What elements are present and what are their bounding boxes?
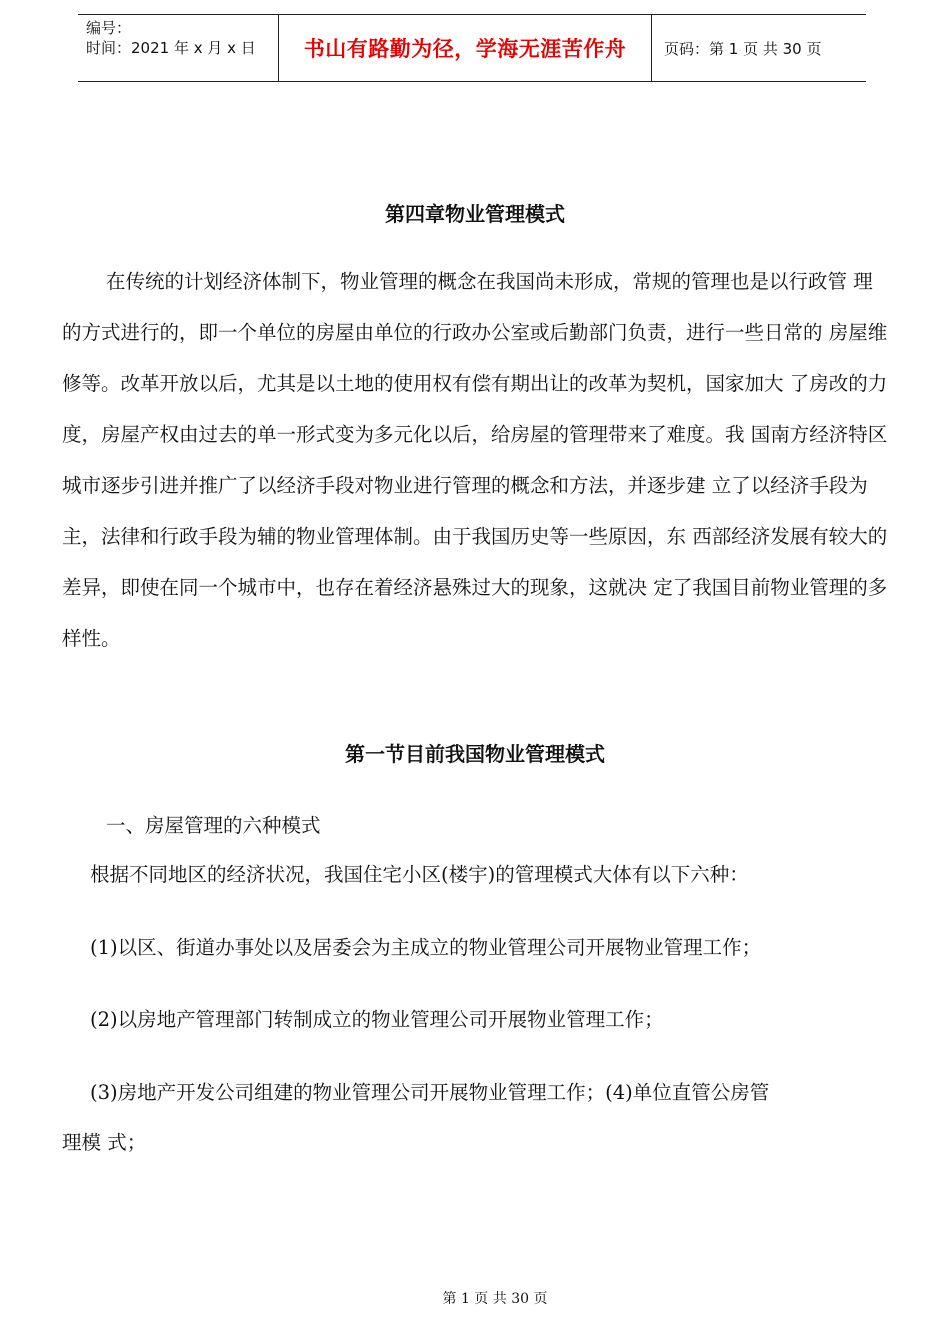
header-page-cell — [652, 15, 866, 81]
lead-sentence: 根据不同地区的经济状况，我国住宅小区(楼宇)的管理模式大体有以下六种： — [90, 863, 749, 886]
list-item: (1)以区、街道办事处以及居委会为主成立的物业管理公司开展物业管理工作； — [90, 936, 762, 959]
header-left-cell — [78, 15, 279, 81]
time-label: 时间：2021 年 x 月 x 日 — [86, 39, 256, 57]
list-item: (3)房地产开发公司组建的物业管理公司开展物业管理工作；(4)单位直管公房管 — [90, 1081, 770, 1104]
motto: 书山有路勤为径，学海无涯苦作舟 — [303, 37, 627, 61]
header-motto-cell — [279, 15, 652, 81]
list-item: (2)以房地产管理部门转制成立的物业管理公司开展物业管理工作； — [90, 1008, 664, 1031]
intro-text: 在传统的计划经济体制下，物业管理的概念在我国尚未形成，常规的管理也是以行政管 理的方式进行的，即一个单位的房屋由单位的行政办公室或后勤部门负责，进行一些日常的 房屋维修等。改革开放以后，尤其是以土地的使用权有偿有期出让的改革为契机，国家加大 了房改的力度，房屋产权由过去的单一形式变为多元化以后，给房屋的管理带来了难度。我 国南方经济特区城市逐步引进并推广了以经济手段对物业进行管理的概念和方法，并逐步建 立了以经济手段为主，法律和行政手段为辅的物业管理体制。由于我国历史等一些原因，东 西部经济发展有较大的差异，即使在同一个城市中，也存在着经济悬殊过大的现象，这就决 定了我国目前物业管理的多样性。 — [62, 270, 888, 650]
page-footer: 第 1 页 共 30 页 — [442, 1291, 548, 1307]
chapter-title: 第四章物业管理模式 — [385, 202, 565, 226]
section-title: 第一节目前我国物业管理模式 — [345, 742, 605, 766]
header-table — [78, 14, 866, 82]
intro-paragraph — [62, 256, 888, 664]
number-label: 编号： — [86, 19, 132, 37]
page-info: 页码：第 1 页 共 30 页 — [664, 39, 822, 58]
subsection-title: 一、房屋管理的六种模式 — [106, 814, 321, 837]
list-item: 理模 式； — [62, 1131, 147, 1154]
